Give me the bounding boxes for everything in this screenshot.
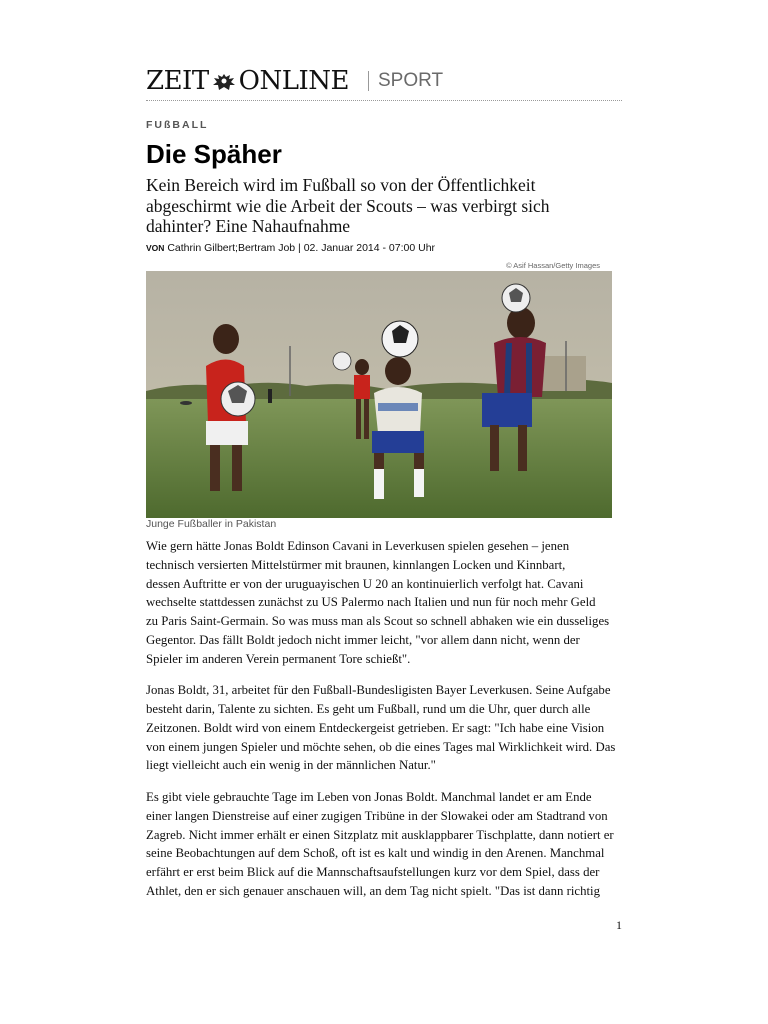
- photo-caption: Junge Fußballer in Pakistan: [146, 518, 277, 530]
- page-number: 1: [616, 918, 622, 932]
- body-line: von einem jungen Spieler und möchte sehen, ob die eines Tages mal Wirklichkeit wird. Das: [146, 739, 616, 754]
- body-paragraph-1: [146, 537, 624, 668]
- byline-prefix: VON: [146, 243, 165, 253]
- article-body: [146, 537, 624, 914]
- body-line: Gegentor. Das fällt Boldt jedoch nicht immer leicht, "vor allem dann nicht, wenn der: [146, 632, 580, 647]
- body-line: Zagreb. Nicht immer erhält er einen Sitzplatz mit ausklappbarer Tischplatte, dann notiert er: [146, 827, 614, 842]
- body-line: zu Paris Saint-Germain. So was muss man als Scout so schnell abhaken wie ein dusseliges: [146, 614, 610, 628]
- body-line: Athlet, den er sich genauer anschauen will, an dem Tag nicht spielt. "Das ist dann richtig: [146, 883, 600, 898]
- masthead: [146, 66, 622, 101]
- body-line: technisch versierten Mittelstürmer mit braunen, kinnlangen Locken und Kinnbart,: [146, 557, 566, 572]
- body-paragraph-2: [146, 681, 624, 775]
- article-kicker: FUßBALL: [146, 119, 209, 131]
- byline-authors-date: Cathrin Gilbert;Bertram Job | 02. Januar 2014 - 07:00 Uhr: [167, 242, 436, 254]
- body-line: dessen Auftritte er von der uruguayischen U 20 an kontinuierlich verfolgt hat. Cavani: [146, 576, 584, 591]
- body-line: einer langen Dienstreise auf einer zugigen Tribüne in der Slowakei oder am Stadtrand von: [146, 808, 608, 823]
- section-label-sport[interactable]: SPORT: [378, 70, 444, 91]
- body-line: Wie gern hätte Jonas Boldt Edinson Cavani in Leverkusen spielen gesehen – jenen: [146, 539, 570, 553]
- logo-word-online: ONLINE: [238, 66, 350, 96]
- eagle-crest-icon: [211, 70, 237, 92]
- body-line: Es gibt viele gebrauchte Tage im Leben von Jonas Boldt. Manchmal landet er am Ende: [146, 790, 592, 804]
- zeit-online-logo[interactable]: [146, 66, 349, 96]
- article-photo: [146, 271, 612, 518]
- photo-credit: © Asif Hassan/Getty Images: [506, 261, 600, 270]
- body-line: Spieler im anderen Verein permanent Tore schießt".: [146, 651, 411, 666]
- article-byline: [146, 242, 435, 254]
- body-line: besteht darin, Talente zu sichten. Es geht um Fußball, rund um die Uhr, quer durch alle: [146, 702, 591, 716]
- body-line: erfährt er erst beim Blick auf die Mannschaftsaufstellungen kurz vor dem Spiel, dass der: [146, 865, 600, 879]
- masthead-divider: [368, 71, 369, 91]
- article-teaser: Kein Bereich wird im Fußball so von der Öffentlichkeit abgeschirmt wie die Arbeit der Scouts – was verbirgt sich dahinter? Eine Nahaufnahme: [146, 175, 550, 236]
- body-line: seine Beobachtungen auf dem Schoß, oft ist es kalt und windig in den Arenen. Manchmal: [146, 846, 605, 861]
- body-paragraph-3: [146, 788, 624, 901]
- logo-word-zeit: ZEIT: [146, 66, 209, 96]
- body-line: Jonas Boldt, 31, arbeitet für den Fußball-Bundesligisten Bayer Leverkusen. Seine Aufgabe: [146, 683, 611, 698]
- body-line: liegt vielleicht auch ein wenig in der männlichen Natur.": [146, 758, 436, 773]
- body-line: Zeitzonen. Boldt wird von einem Entdeckergeist getrieben. Er sagt: "Ich habe eine Vision: [146, 720, 605, 735]
- article-headline: Die Späher: [146, 139, 282, 169]
- body-line: wechselte stattdessen zunächst zu US Palermo nach Italien und nun für noch mehr Geld: [146, 595, 596, 610]
